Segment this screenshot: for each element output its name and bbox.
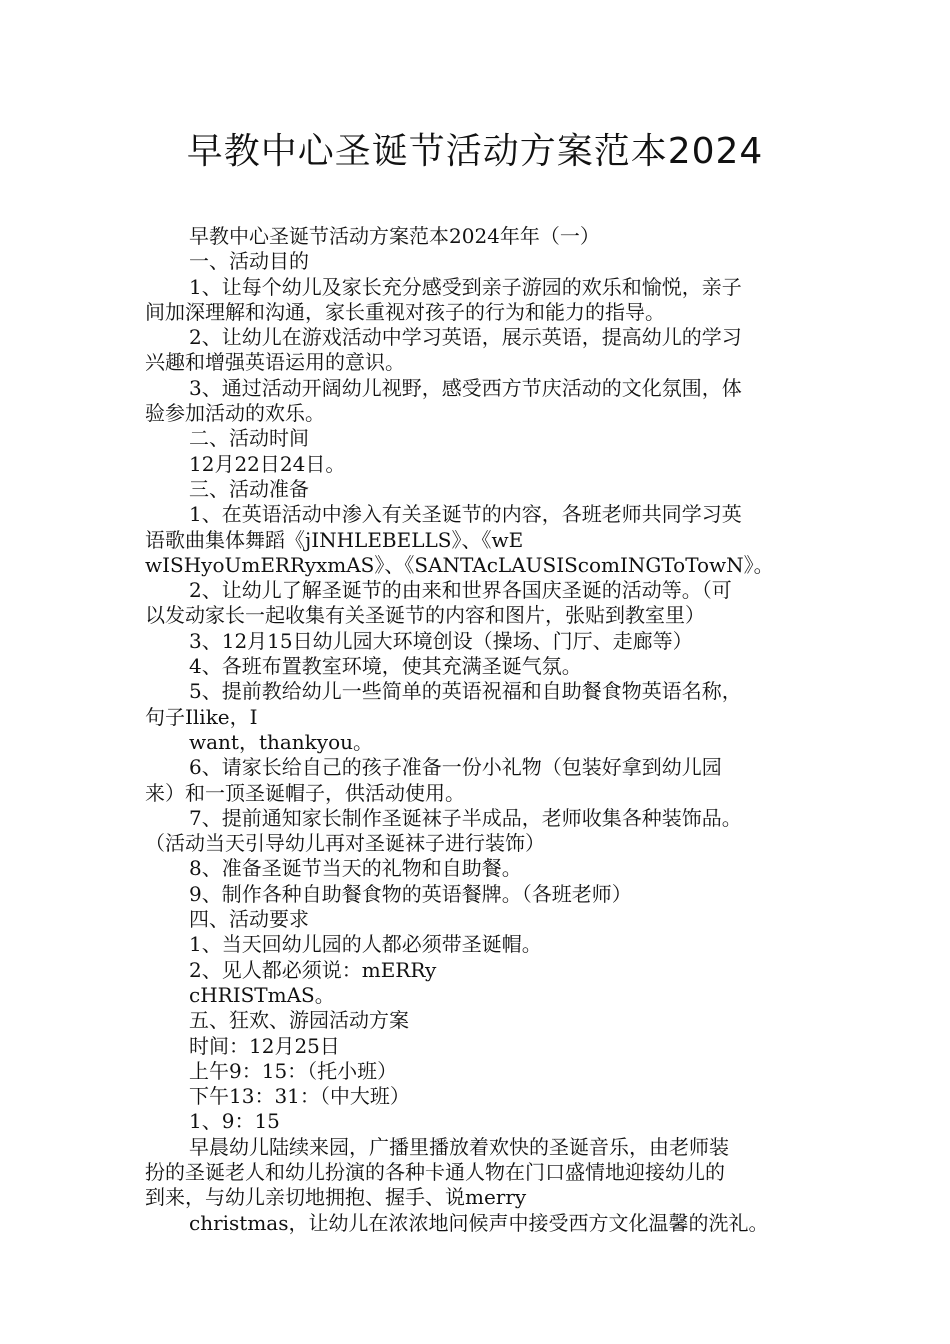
body-line: 扮的圣诞老人和幼儿扮演的各种卡通人物在门口盛情地迎接幼儿的: [145, 1159, 725, 1184]
body-line: 时间：12月25日: [189, 1033, 340, 1058]
body-line: 1、当天回幼儿园的人都必须带圣诞帽。: [189, 932, 542, 957]
body-line: 早晨幼儿陆续来园，广播里播放着欢快的圣诞音乐，由老师装: [189, 1134, 729, 1159]
body-line: 12月22日24日。: [189, 451, 346, 476]
body-line: 3、12月15日幼儿园大环境创设（操场、门厅、走廊等）: [189, 628, 693, 653]
body-line: 五、狂欢、游园活动方案: [189, 1008, 409, 1033]
body-line: 来）和一顶圣诞帽子，供活动使用。: [145, 780, 465, 805]
body-line: 上午9：15：（托小班）: [189, 1058, 398, 1083]
body-line: （活动当天引导幼儿再对圣诞袜子进行装饰）: [145, 831, 545, 856]
body-line: 四、活动要求: [189, 907, 309, 932]
body-line: 一、活动目的: [189, 249, 309, 274]
body-line: 2、见人都必须说：mERRy: [189, 957, 437, 982]
document-body: [145, 224, 813, 1236]
body-line: wISHyoUmERRyxmAS》、《SANTAcLAUSIScomINGToTowN》。: [145, 552, 774, 577]
body-line: 三、活动准备: [189, 476, 309, 501]
body-line: 4、各班布置教室环境，使其充满圣诞气氛。: [189, 654, 582, 679]
body-line: 1、在英语活动中渗入有关圣诞节的内容，各班老师共同学习英: [189, 502, 742, 527]
body-line: 下午13：31：（中大班）: [189, 1084, 410, 1109]
body-line: 2、让幼儿在游戏活动中学习英语，展示英语，提高幼儿的学习: [189, 325, 742, 350]
body-line: 验参加活动的欢乐。: [145, 401, 325, 426]
body-line: 2、让幼儿了解圣诞节的由来和世界各国庆圣诞的活动等。（可: [189, 578, 732, 603]
body-line: 语歌曲集体舞蹈《jINHLEBELLS》、《wE: [145, 527, 524, 552]
body-line: 间加深理解和沟通，家长重视对孩子的行为和能力的指导。: [145, 299, 665, 324]
body-line: 5、提前教给幼儿一些简单的英语祝福和自助餐食物英语名称，: [189, 679, 742, 704]
body-line: 6、请家长给自己的孩子准备一份小礼物（包装好拿到幼儿园: [189, 755, 722, 780]
body-line: cHRISTmAS。: [189, 982, 335, 1007]
document-title: 早教中心圣诞节活动方案范本2024: [186, 131, 764, 172]
body-line: want，thankyou。: [189, 729, 374, 754]
body-line: 1、让每个幼儿及家长充分感受到亲子游园的欢乐和愉悦，亲子: [189, 274, 742, 299]
body-line: christmas，让幼儿在浓浓地问候声中接受西方文化温馨的洗礼。: [189, 1210, 769, 1235]
body-line: 句子Ilike，I: [145, 704, 258, 729]
body-line: 早教中心圣诞节活动方案范本2024年年（一）: [189, 224, 600, 248]
body-line: 兴趣和增强英语运用的意识。: [145, 350, 405, 375]
body-line: 7、提前通知家长制作圣诞袜子半成品，老师收集各种装饰品。: [189, 805, 742, 830]
body-line: 以发动家长一起收集有关圣诞节的内容和图片，张贴到教室里）: [145, 603, 705, 628]
body-line: 二、活动时间: [189, 426, 309, 451]
body-line: 1、9：15: [189, 1109, 280, 1134]
body-line: 9、制作各种自助餐食物的英语餐牌。（各班老师）: [189, 881, 632, 906]
body-line: 8、准备圣诞节当天的礼物和自助餐。: [189, 856, 522, 881]
body-line: 3、通过活动开阔幼儿视野，感受西方节庆活动的文化氛围，体: [189, 375, 742, 400]
body-line: 到来，与幼儿亲切地拥抱、握手、说merry: [145, 1185, 527, 1210]
